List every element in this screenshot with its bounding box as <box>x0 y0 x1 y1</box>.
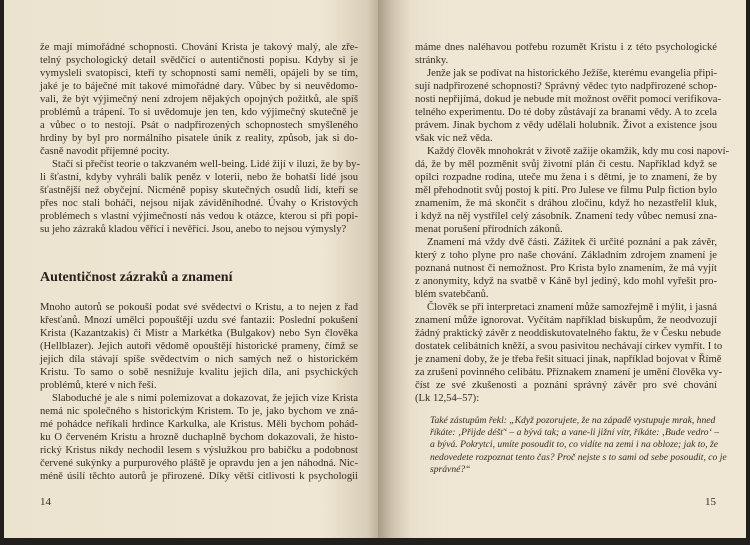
text-line: vymysleli svatopisci, kteří ty schopnosti sami neměli, opájeli by se tím, <box>40 68 358 79</box>
text-line: mé pohádce neříkali hrdince Karkulka, ale Kristus. Měli bychom pohád- <box>40 419 358 430</box>
text-line: Každý člověk mnohokrát v životě zažije okamžik, kdy mu cosi napoví- <box>427 146 730 157</box>
text-line: jejich díla stávají spíše svědectvím o nich samých než o historickém <box>40 354 358 365</box>
text-line: ku O červeném Kristu a hrozně duchaplně bychom dokazovali, že histo- <box>40 432 358 443</box>
text-line: správné?“ <box>430 463 471 475</box>
paragraph <box>40 158 358 236</box>
paragraph <box>415 236 717 301</box>
text-line: rický Kristus nikdy nechodil lesem s výslužkou pro babičku a podobnost <box>40 445 358 456</box>
section-heading: Autentičnost zázraků a znamení <box>40 270 233 285</box>
text-line: z anonymity, když na svatbě v Káně byl jediný, kdo mohl vyřešit pro- <box>415 276 717 287</box>
paragraph <box>40 392 358 483</box>
text-line: Znamení má vždy dvě části. Zážitek či určité poznání a pak závěr, <box>427 237 717 248</box>
text-line: je znamení doby, že je třeba řešit situaci jinak, například bojovat v Římě <box>415 354 722 365</box>
paragraph <box>40 301 358 392</box>
text-line: problémů, které v nich řeší. <box>40 380 157 391</box>
text-line: Jenže jak se podívat na historického Ježíše, kterému evangelia připi- <box>427 68 718 79</box>
text-line: měl přehodnotit svůj postoj k pití. Pro Julese ve filmu Pulp fiction bylo <box>415 185 717 196</box>
page-number-left: 14 <box>40 496 51 508</box>
text-line: Mnoho autorů se pokouší podat své svědectví o Kristu, a to nejen z řad <box>40 302 358 313</box>
left-page <box>4 0 378 538</box>
paragraph <box>415 67 721 145</box>
text-line: žádný praktický závěr z neoddiskutovatelného faktu, že v Česku nebude <box>415 328 721 339</box>
text-line: problémů a trápení. To si uvědomuje jen ten, kdo výjimečný skutečně je <box>40 107 358 118</box>
right-page <box>378 0 746 538</box>
text-line: telného experimentu. Do té doby zůstávají za branami vědy. A to zcela <box>415 107 717 118</box>
right-page-text <box>415 41 730 476</box>
text-line: za zrušení povinného celibátu. Příznakem znamení je umění člověka vy- <box>415 367 723 378</box>
text-line: méně úsilí těchto autorů je přirozené. Díky větší citlivosti k psychologii <box>40 471 358 482</box>
text-line: hrdiny by byl pro normálního pisatele únik z reality, způsob, jak si do- <box>40 133 358 144</box>
text-line: Člověk se při interpretaci znamení může samozřejmě i mýlit, i jasná <box>427 302 717 313</box>
text-line: i když na něj vystřílel celý zásobník. Znamení tedy vůbec nemusí zna- <box>415 211 717 222</box>
text-line: který z toho plyne pro naše chování. Základním zdrojem znamení je <box>415 250 717 261</box>
text-line: jaké je to báječné mít takové mimořádné dary. Vůbec by si neuvědomo- <box>40 81 358 92</box>
text-line: li šťastní, kdyby vyhráli balík peněz v loterii, nebo že bohatší lidé jsou <box>40 172 358 183</box>
text-line: vali, že být výjimečný není zdrojem nějakých opojných požitků, ale spíš <box>40 94 358 105</box>
text-line: červené sukýnky a purpurového pláště je opravdu jen a jen náhodná. Nic- <box>40 458 358 469</box>
text-line: časně navodit příjemné pocity. <box>40 146 170 157</box>
left-page-text <box>40 41 358 483</box>
text-line: Slaboduché je ale s nimi polemizovat a dokazovat, že jejich vize Krista <box>52 393 358 404</box>
text-line: však víc než věda. <box>415 133 493 144</box>
text-line: a vůbec o to nestojí. Psát o nadpřirozených schopnostech smyšleného <box>40 120 358 131</box>
text-line: přes noc stali boháči, nejsou nijak záviděníhodné. Úvahy o Kristových <box>40 198 358 209</box>
text-line: su jeho zázraků kladou věřící i nevěřící. Jsou, anebo to nejsou výmysly? <box>40 224 347 235</box>
text-line: právem. Jinak bychom z vědy udělali holubník. Život a existence jsou <box>415 120 717 131</box>
text-line: číst ze své zkušenosti a poznání správný závěr pro své chování <box>415 380 717 391</box>
text-line: máme dnes naléhavou potřebu rozumět Kristu i z této psychologické <box>415 42 717 53</box>
text-line: menat porušení přírodních zákonů. <box>415 224 563 235</box>
block-quote <box>430 415 727 476</box>
text-line: sují nadpřirozené schopnosti? Správný vědec tyto nadpřirozené schop- <box>415 81 717 92</box>
paragraph <box>415 145 730 236</box>
text-line: nosti nepřijímá, dokud je nebude mít možnost ověřit pomocí verifikova- <box>415 94 721 105</box>
text-line: říkáte: ‚Přijde déšť‘ – a bývá tak; a vane-li jižní vítr, říkáte: ‚Bude vedro‘ – <box>430 427 719 439</box>
text-line: Kristu. To samo o sobě nesnižuje kvalitu jejich díla, ani psychických <box>40 367 358 378</box>
text-line: Také zástupům řekl: „Když pozorujete, že na západě vystupuje mrak, hned <box>430 415 716 426</box>
text-line: telný psychologický detail svědčící o autentičnosti popisu. Kdyby si je <box>40 55 358 66</box>
text-line: blém svatebčanů. <box>415 289 489 300</box>
text-line: nemá nic společného s historickým Kristem. To je, jako bychom ve zná- <box>40 406 358 417</box>
paragraph <box>415 301 723 405</box>
text-line: Krista (Kazantzakis) či Mistr a Markétka (Bulgakov) nebo Syn člověka <box>40 328 358 339</box>
text-line: (Hellblazer). Jejich autoři vědomě opouštějí historické prameny, čímž se <box>40 341 358 352</box>
text-line: znamením, že má skončit s dráhou zločinu, když ho nezastřelil kluk, <box>415 198 717 209</box>
text-line: šťastnější než obyčejní. Nicméně popisy skutečných osudů lidí, kteří se <box>40 185 358 196</box>
text-line: znamení může ignorovat. Vyčítám například biskupům, že neodvozují <box>415 315 717 326</box>
text-line: stránky. <box>415 55 449 66</box>
text-line: křesťanů. Mnozí umělci popouštějí uzdu své fantazii: Poslední pokušení <box>40 315 358 326</box>
text-line: opilci rozpadne rodina, uteče mu žena i s dětmi, je to znamení, že by <box>415 172 717 183</box>
text-line: dostatek celibátních kněží, a svou pasivitou nechávají církev vymřít. I to <box>415 341 723 352</box>
text-line: nedovedete rozpoznat tento čas? Proč nejste s to sami od sebe posoudit, co je <box>430 451 727 463</box>
text-line: a bývá. Pokrytci, umíte posoudit to, co vidíte na zemi i na obloze; jak to, že <box>430 439 719 451</box>
paragraph <box>415 41 717 67</box>
text-line: že mají mimořádné schopnosti. Chování Krista je takový malý, ale zře- <box>40 42 358 53</box>
page-number-right: 15 <box>705 496 716 508</box>
text-line: dá, že by měl pozměnit svůj životní plán či cestu. Například když se <box>415 159 717 170</box>
text-line: (Lk 12,54–57): <box>415 393 480 404</box>
text-line: poznaná nutnost či nemožnost. Pro Krista bylo znamením, že má vyjít <box>415 263 717 274</box>
text-line: Stačí si přečíst teorie o takzvaném well-being. Lidé žijí v iluzi, že by by- <box>52 159 360 170</box>
text-line: problémech s vlastní výjimečností nás vedou k otázce, kterou si při popi- <box>40 211 358 222</box>
paragraph <box>40 41 358 158</box>
